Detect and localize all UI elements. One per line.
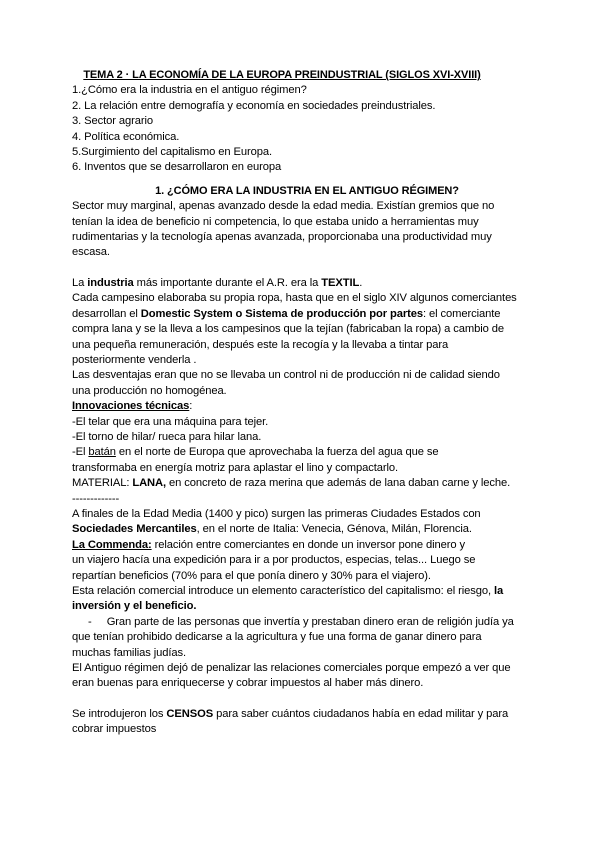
text-line [72, 707, 532, 722]
index-item: 6. Inventos que se desarrollaron en europa [72, 161, 282, 174]
text-line: una producción no homogénea. [72, 384, 227, 397]
underlined-term: batán [88, 446, 116, 459]
text-line: El Antiguo régimen dejó de penalizar las relaciones comerciales porque empezó a ver que [72, 662, 511, 675]
text-line: tenían la idea de beneficio ni competencia, lo que estaba unido a herramientas muy [72, 215, 479, 228]
bullet-mark: - [88, 615, 92, 628]
text-span: Esta relación comercial introduce un elemento característico del capitalismo: el riesgo, [72, 585, 495, 597]
bold-term: CENSOS [166, 707, 214, 720]
bold-term: TEXTIL [321, 276, 360, 289]
bold-underlined-term: La Commenda: [72, 538, 152, 551]
index-item: 5.Surgimiento del capitalismo en Europa. [72, 146, 272, 159]
text-span: más importante durante el A.R. era la [133, 276, 322, 289]
text-span: en concreto de raza merina que además de lana daban carne y leche. [166, 477, 511, 490]
text-span: : [189, 400, 193, 413]
subheading [72, 399, 532, 414]
text-line: Cada campesino elaboraba su propia ropa, hasta que en el siglo XIV algunos comerciantes [72, 292, 517, 305]
text-line [72, 538, 532, 553]
text-line [72, 307, 532, 322]
text-span: , en el norte de Italia: Venecia, Génova, Milán, Florencia. [196, 523, 472, 536]
text-span: Se introdujeron los [72, 707, 167, 720]
paragraph-intro [72, 199, 532, 261]
index-item: 4. Política económica. [72, 130, 180, 143]
text-span: : el comerciante [423, 307, 501, 320]
text-line: Las desventajas eran que no se llevaba un control ni de producción ni de calidad siendo [72, 369, 500, 382]
paragraph-antiguo-regimen [72, 661, 532, 692]
text-span: para saber cuántos ciudadanos había en edad militar y para [213, 707, 509, 720]
text-span: . [359, 276, 363, 289]
text-span: -El [72, 446, 89, 459]
index-item: 3. Sector agrario [72, 115, 154, 128]
text-line: compra lana y se la lleva a los campesinos que la tejían (fabricaban la ropa) a cambio de [72, 323, 505, 336]
text-line [72, 522, 532, 537]
text-line: una pequeña remuneración, después este la recogía y la llevaba a tintar para [72, 338, 449, 351]
text-line: posteriormente venderla . [72, 353, 197, 366]
text-span: en el norte de Europa que aprovechaba la fuerza del agua que se [115, 446, 439, 459]
list-item: -El telar que era una máquina para tejer. [72, 415, 269, 428]
material-line [72, 476, 532, 491]
paragraph-capitalismo [72, 584, 532, 615]
innovaciones-section [72, 399, 532, 476]
paragraph-commenda [72, 538, 532, 584]
text-line [72, 615, 532, 630]
text-span: Gran parte de las personas que invertía y prestaban dinero eran de religión judía ya [106, 615, 514, 628]
text-line: inversión y el beneficio. [72, 600, 197, 613]
text-line: rudimentarias y la tecnología apenas avanzada, proporcionaba una productividad muy [72, 231, 492, 244]
text-line: un viajero hacía una expedición para ir a por productos, especias, telas... Luego se [72, 554, 476, 567]
bold-term: Sociedades Mercantiles [72, 523, 197, 536]
text-line: A finales de la Edad Media (1400 y pico) surgen las primeras Ciudades Estados con [72, 507, 481, 520]
index-list [72, 83, 532, 175]
section-heading: 1. ¿CÓMO ERA LA INDUSTRIA EN EL ANTIGUO RÉGIMEN? [155, 184, 459, 197]
paragraph-textil [72, 276, 532, 291]
paragraph-desventajas [72, 368, 532, 399]
text-span: relación entre comerciantes en donde un inversor pone dinero y [151, 538, 465, 551]
text-line: que tenían prohibido dedicarse a la agricultura y fue una forma de ganar dinero para [72, 631, 482, 644]
text-line [72, 584, 532, 599]
paragraph-ciudades-estado [72, 507, 532, 538]
index-item: 1.¿Cómo era la industria en el antiguo régimen? [72, 84, 307, 97]
text-line: repartían beneficios (70% para el que ponía dinero y 30% para el viajero). [72, 569, 431, 582]
document-title: TEMA 2 · LA ECONOMÍA DE LA EUROPA PREINDUSTRIAL (SIGLOS XVI-XVIII) [83, 69, 481, 81]
bold-term: industria [87, 276, 134, 289]
bullet-paragraph [72, 615, 532, 661]
paragraph-censos [72, 707, 532, 738]
index-item: 2. La relación entre demografía y economía en sociedades preindustriales. [72, 99, 436, 112]
bold-term: LANA, [132, 477, 167, 490]
bold-term: Domestic System o Sistema de producción por partes [140, 307, 424, 320]
text-line: Sector muy marginal, apenas avanzado desde la edad media. Existían gremios que no [72, 200, 495, 213]
document-page [72, 68, 532, 738]
list-item [72, 445, 532, 460]
text-span: MATERIAL: [72, 477, 133, 490]
subheading-text: Innovaciones técnicas [72, 400, 190, 413]
text-line: muchas familias judías. [72, 646, 186, 659]
bold-term: la [494, 585, 504, 597]
text-span: desarrollan el [72, 307, 141, 320]
text-line: cobrar impuestos [72, 723, 157, 736]
paragraph-domestic-system [72, 291, 532, 368]
text-line: escasa. [72, 246, 110, 259]
separator: ------------- [72, 492, 120, 505]
text-line: eran buenas para enriquecerse y cobrar impuestos al haber más dinero. [72, 677, 424, 690]
text-line: transformaba en energía motriz para aplastar el lino y compactarlo. [72, 461, 398, 474]
text-span: La [72, 276, 88, 289]
list-item: -El torno de hilar/ rueca para hilar lana. [72, 430, 262, 443]
